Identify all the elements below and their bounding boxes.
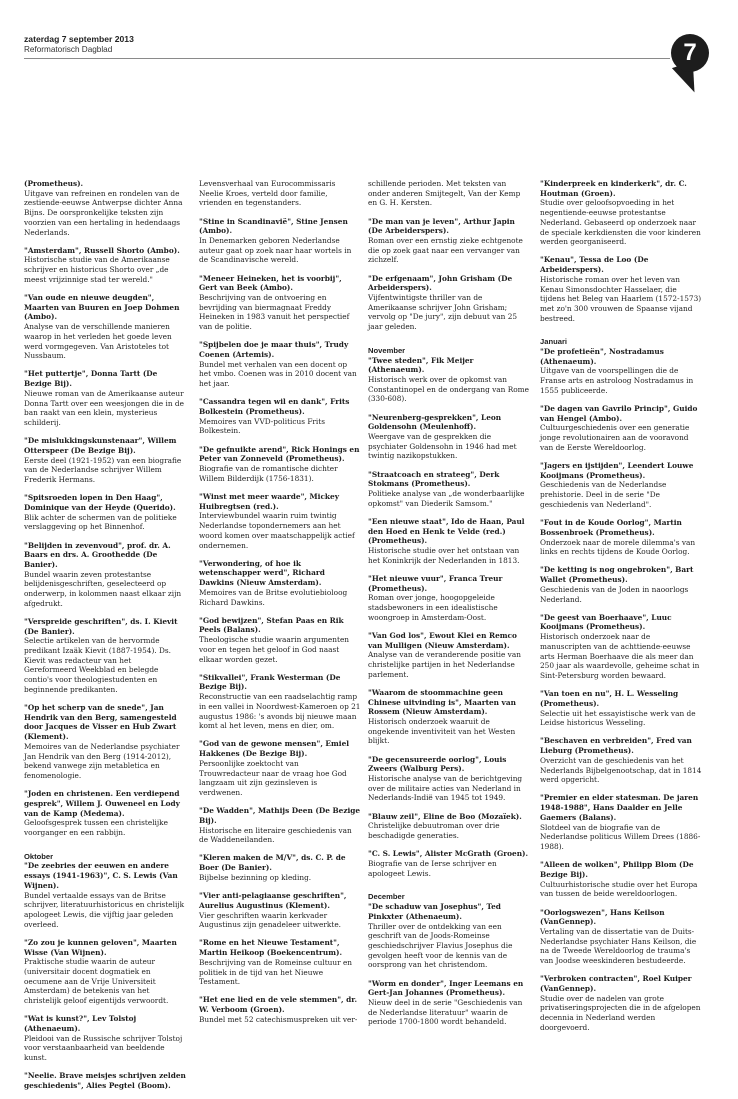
book-entry [540, 974, 702, 1032]
book-entry [540, 461, 702, 510]
book-title-author: "Verbroken contracten", Roel Kuiper (VanGennep). [540, 974, 692, 993]
book-title-author: "Cassandra tegen wil en dank", Frits Bolkestein (Prometheus). [199, 397, 350, 417]
book-description: Analyse van de veranderende positie van christelijke partijen in het Nederlandse parlement. [368, 650, 521, 679]
book-description: Onderzoek naar de morele dilemma's van links en rechts tijdens de Koude Oorlog. [540, 537, 696, 557]
book-entry [368, 979, 530, 1028]
book-description: Pleidooi van de Russische schrijver Tolstoj voor verstaanbaarheid van beeldende kunst. [24, 1033, 183, 1063]
book-title-author: "De Wadden", Mathijs Deen (De Bezige Bij). [199, 806, 361, 825]
month-heading: Oktober [24, 851, 54, 861]
book-description: Uitgave van de voorspellingen die de Franse arts en astroloog Nostradamus in 1555 publiceerde. [540, 366, 694, 395]
month-heading: December [368, 892, 405, 902]
book-entry [199, 179, 361, 208]
book-description: Vertaling van de dissertatie van de Duits-Nederlandse psychiater Hans Keilson, die na de Tweede Wereldoorlog de trauma's van Joodse weeskinderen bestudeerde. [540, 926, 697, 966]
book-description: Geloofsgesprek tussen een christelijke voorganger en een rabbijn. [24, 818, 168, 837]
book-title-author: "Kenau", Tessa de Loo (De Arbeiderspers). [540, 255, 649, 275]
issue-date: zaterdag 7 september 2013 [24, 34, 134, 44]
book-description: Uitgave van refreinen en rondelen van de zestiende-eeuwse Antwerpse dichter Anna Bijns. De oorspronkelijke teksten zijn voorzien van een hertaling in hedendaags Nederlands. [24, 188, 183, 237]
book-title-author: "Beschaven en verbreiden", Fred van Lieburg (Prometheus). [540, 736, 692, 756]
book-title-author: "De geest van Boerhaave", Luuc Kooijmans (Prometheus). [540, 612, 672, 632]
book-entry [199, 739, 361, 797]
book-entry [24, 617, 186, 695]
book-title-author: "Oorlogswezen", Hans Keilson (VanGennep). [540, 907, 665, 927]
book-entry [24, 703, 186, 781]
book-title-author: "Stikvallei", Frank Westerman (De Bezige Bij). [199, 672, 341, 692]
book-title-author: "God bewijzen", Stefan Paas en Rik Peels (Balans). [199, 615, 344, 635]
book-description: Memoires van VVD-politicus Frits Bolkestein. [199, 416, 326, 436]
column-3 [368, 179, 530, 1036]
book-entry [24, 861, 186, 929]
book-entry [199, 995, 361, 1024]
book-entry [199, 397, 361, 436]
book-description: Praktische studie waarin de auteur (universitair docent dogmatiek en oecumene aan de Vrije Universiteit Amsterdam) de betekenis van het christelijk geloof eigentijds verwoordt. [24, 957, 169, 1006]
book-title-author: "Neurenberg-gesprekken", Leon Goldensohn (Meulenhoff). [368, 412, 502, 432]
book-title-author: "Fout in de Koude Oorlog", Martin Bossenbroek (Prometheus). [540, 518, 682, 537]
book-title-author: "Jagers en ijstijden", Leendert Louwe Kooijmans (Prometheus). [540, 461, 694, 480]
book-description: Historische studie over het ontstaan van het Koninkrijk der Nederlanden in 1813. [368, 546, 520, 565]
book-description: Geschiedenis van de Joden in naoorlogs Nederland. [540, 584, 689, 604]
book-title-author: "De erfgenaam", John Grisham (De Arbeiderspers). [368, 273, 513, 293]
book-title-author: "De gefnuikte arend", Rick Honings en Peter van Zonneveld (Prometheus). [199, 444, 360, 464]
book-description: Memoires van de Britse evolutiebioloog Richard Dawkins. [199, 587, 348, 607]
book-entry [540, 404, 702, 453]
book-entry [540, 565, 702, 604]
book-entry [540, 179, 702, 247]
book-description: Theologische studie waarin argumenten voor en tegen het geloof in God naast elkaar worden gezet. [199, 635, 350, 664]
book-entry [540, 689, 702, 728]
column-4 [540, 179, 702, 1041]
book-entry [199, 340, 361, 389]
book-description: In Denemarken geboren Nederlandse auteur gaat op zoek naar haar wortels in de Scandinavische wereld. [199, 236, 352, 265]
book-entry [540, 255, 702, 323]
masthead [24, 34, 714, 94]
month-heading: November [368, 345, 406, 355]
book-entry [24, 938, 186, 1006]
book-entry [540, 860, 702, 899]
book-entry [199, 274, 361, 332]
book-entry [540, 613, 702, 681]
book-title-author: "Meneer Heineken, het is voorbij", Gert van Beek (Ambo). [199, 273, 342, 293]
book-title-author: "Op het scherp van de snede", Jan Hendrik van den Berg, samengesteld door Jacques de Visser en Hub Zwart (Klement). [24, 703, 177, 742]
book-entry [24, 493, 186, 532]
book-description: Nieuw deel in de serie "Geschiedenis van de Nederlandse literatuur" waarin de periode 1700-1800 wordt behandeld. [368, 997, 523, 1027]
book-description: Blik achter de schermen van de politieke verslaggeving op het Binnenhof. [24, 512, 177, 532]
book-title-author: "Van oude en nieuwe deugden", Maarten van Buuren en Joep Dohmen (Ambo). [24, 293, 180, 322]
book-description: Eerste deel (1921-1952) van een biografie van de Nederlandse schrijver Willem Frederik Hermans. [24, 455, 182, 484]
month-heading: Januari [540, 337, 568, 347]
book-title-author: "De man van je leven", Arthur Japin (De Arbeiderspers). [368, 216, 515, 236]
book-description: Thriller over de ontdekking van een geschrift van de Joods-Romeinse geschiedschrijver Flavius Josephus die gevolgen heeft voor de kennis van de oorsprong van het christendom. [368, 921, 513, 970]
book-title-author: "Spijbelen doe je maar thuis", Trudy Coenen (Artemis). [199, 340, 349, 360]
book-description: Politieke analyse van „de wonderbaarlijke opkomst" van Diederik Samsom." [368, 488, 525, 508]
book-title-author: "De ketting is nog ongebroken", Bart Wallet (Prometheus). [540, 565, 694, 585]
book-title-author: "Het ene lied en de vele stemmen", dr. W. Verboom (Groen). [199, 995, 358, 1015]
book-entry [199, 673, 361, 731]
book-title-author: "Amsterdam", Russell Shorto (Ambo). [24, 245, 180, 255]
book-description: Selectie uit het essayistische werk van de Leidse historicus Wesseling. [540, 708, 696, 728]
book-description: Cultuurhistorische studie over het Europa van tussen de beide wereldoorlogen. [540, 879, 698, 899]
book-title-author: "Winst met meer waarde", Mickey Huibregtsen (red.). [199, 491, 339, 511]
book-title-author: "Waarom de stoommachine geen Chinese uitvinding is", Maarten van Rossem (Nieuw Amsterdam). [368, 687, 516, 717]
book-entry [540, 347, 702, 396]
book-title-author: "De mislukkingskunstenaar", Willem Otterspeer (De Bezige Bij). [24, 436, 177, 455]
book-entry [199, 217, 361, 266]
book-description: Historische en literaire geschiedenis van de Waddeneilanden. [199, 825, 352, 845]
book-title-author: "Spitsroeden lopen in Den Haag", Dominique van der Heyde (Querido). [24, 493, 176, 512]
book-description: Persoonlijke zoektocht van Trouwredacteur naar de vraag hoe God langzaam uit zijn gezinsleven is verdwenen. [199, 758, 347, 797]
book-description: Historisch onderzoek naar de manuscripten van de achttiende-eeuwse arts Herman Boerhaave die als meer dan 250 jaar als waardevolle, geheime schat in Sint-Petersburg worden bewaard. [540, 632, 700, 680]
book-description: Overzicht van de geschiedenis van het Nederlands Bijbelgenootschap, dat in 1814 werd opgericht. [540, 755, 702, 785]
book-description: Selectie artikelen van de hervormde predikant Izaäk Kievit (1887-1954). Ds. Kievit was redacteur van het Gereformeerd Weekblad en belegde contio's voor theologiestudenten en beginnende predikanten. [24, 636, 171, 694]
book-title-author: "Kleren maken de M/V", ds. C. P. de Boer (De Banier). [199, 853, 346, 873]
book-title-author: "De gecensureerde oorlog", Louis Zweers (Walburg Pers). [368, 754, 507, 774]
book-entry [24, 179, 186, 237]
book-description: Interviewbundel waarin ruim twintig Nederlandse topondernemers aan het woord komen over maatschappelijk actief ondernemen. [199, 511, 355, 550]
book-description: Geschiedenis van de Nederlandse prehistorie. Deel in de serie "De geschiedenis van Nederland". [540, 480, 667, 509]
book-entry [24, 246, 186, 285]
book-description: Biografie van de romantische dichter Willem Bilderdijk (1756-1831). [199, 464, 338, 483]
book-title-author: "Kinderpreek en kinderkerk", dr. C. Houtman (Groen). [540, 179, 687, 198]
header-rule [24, 58, 670, 59]
book-entry [24, 1071, 186, 1090]
book-description: Cultuurgeschiedenis over een generatie jonge revolutionairen aan de vooravond van de Eerste Wereldoorlog. [540, 423, 690, 452]
book-description: Bundel waarin zeven protestantse belijdenisgeschriften, geselecteerd op onderwerp, in kolommen naast elkaar zijn afgedrukt. [24, 569, 182, 608]
book-entry [368, 356, 530, 405]
book-title-author: "Neelie. Brave meisjes schrijven zelden geschiedenis", Alies Pegtel (Boom). [24, 1071, 186, 1090]
book-entry [199, 492, 361, 550]
book-title-author: "Een nieuwe staat", Ido de Haan, Paul den Hoed en Henk te Velde (red.) (Prometheus). [368, 516, 525, 546]
book-entry [368, 517, 530, 566]
book-description: Historisch werk over de opkomst van Constantinopel en de ondergang van Rome (330-608). [368, 374, 529, 404]
book-title-author: "De schaduw van Josephus", Ted Pinkxter (Athenaeum). [368, 902, 501, 921]
book-description: Beschrijving van de ontvoering en bevrijding van biermagnaat Freddy Heineken in 1983 vanuit het perspectief van de politie. [199, 293, 350, 332]
book-entry [199, 559, 361, 608]
book-description: Biografie van de Ierse schrijver en apologeet Lewis. [368, 858, 497, 878]
column-2 [199, 179, 361, 1033]
newspaper-name: Reformatorisch Dagblad [24, 45, 113, 54]
book-title-author: "Joden en christenen. Een verdiepend gesprek", Willem J. Ouweneel en Lody van de Kamp (Medema). [24, 789, 180, 818]
book-title-author: "Van God los", Ewout Klei en Remco van Mulligen (Nieuw Amsterdam). [368, 630, 517, 650]
book-entry [368, 217, 530, 266]
page-number-badge: 7 [671, 34, 709, 72]
book-title-author: "Rome en het Nieuwe Testament", Martin Heikoop (Boekencentrum). [199, 938, 343, 958]
book-title-author: "Premier en elder statesman. De jaren 1948-1988", Hans Daalder en Jelle Gaemers (Balans). [540, 793, 699, 822]
book-description: Vier geschriften waarin kerkvader Augustinus zijn genadeleer uitwerkte. [199, 910, 341, 930]
book-entry [24, 541, 186, 609]
book-title-author: "Vier anti-pelagiaanse geschriften", Aurelius Augustinus (Klement). [199, 891, 347, 910]
book-entry [24, 369, 186, 427]
book-entry [368, 179, 530, 208]
book-description: Roman over een ernstig zieke echtgenote die op zoek gaat naar een vervanger van zichzelf. [368, 236, 523, 265]
book-description: schillende perioden. Met teksten van onder anderen Smijtegelt, Van der Kemp en G. H. Kersten. [368, 179, 521, 208]
book-title-author: "Belijden in zevenvoud", prof. dr. A. Baars en drs. A. Groothedde (De Banier). [24, 540, 171, 569]
book-description: Bundel vertaalde essays van de Britse schrijver, literatuurhistoricus en christelijk apologeet Lewis, die vijftig jaar geleden overleed. [24, 890, 185, 929]
book-title-author: "Verwondering, of hoe ik wetenschapper werd", Richard Dawkins (Nieuw Amsterdam). [199, 558, 325, 588]
book-description: Historische analyse van de berichtgeving over de militaire acties van Nederland in Nederlands-Indië van 1945 tot 1949. [368, 774, 523, 803]
book-title-author: "De profetieën", Nostradamus (Athenaeum). [540, 347, 664, 366]
book-entry [368, 470, 530, 509]
book-entry [368, 574, 530, 623]
book-title-author: "Zo zou je kunnen geloven", Maarten Wisse (Van Wijnen). [24, 937, 177, 957]
book-title-author: "De zeebries der eeuwen en andere essays (1941-1963)", C. S. Lewis (Van Wijnen). [24, 861, 178, 890]
book-title-author: "Straatcoach en strateeg", Derk Stokmans (Prometheus). [368, 469, 500, 489]
book-description: Studie over geloofsopvoeding in het negentiende-eeuwse protestantse Nederland. Gebaseerd op onderzoek naar de speciale kerkdiensten die voor kinderen werden georganiseerd. [540, 198, 701, 247]
book-description: Studie over de nadelen van grote privatiseringsprojecten die in de afgelopen decennia in Nederland werden doorgevoerd. [540, 993, 701, 1032]
book-title-author: "Blauw zeil", Eline de Boo (Mozaïek). [368, 811, 522, 821]
book-description: Analyse van de verschillende manieren waarop in het verleden het goede leven werd vormgegeven. Van Aristoteles tot Nussbaum. [24, 322, 172, 361]
book-entry [540, 793, 702, 851]
book-description: Bijbelse bezinning op kleding. [199, 872, 312, 882]
book-entry [368, 413, 530, 462]
book-description: Vijfentwintigste thriller van de Amerikaanse schrijver John Grisham; vervolg op "De jury", zijn debuut van 25 jaar geleden. [368, 293, 518, 332]
book-entry [199, 806, 361, 845]
book-description: Historisch onderzoek waaruit de ongekende inventiviteit van het Westen blijkt. [368, 717, 516, 746]
book-description: Roman over jonge, hoogopgeleide stadsbewoners in een idealistische woongroep in Amsterdam-Oost. [368, 593, 498, 622]
book-title-author: "Het nieuwe vuur", Franca Treur (Prometheus). [368, 573, 503, 593]
book-title-author: "Wat is kunst?", Lev Tolstoj (Athenaeum). [24, 1014, 137, 1033]
book-entry [540, 736, 702, 785]
book-description: Bundel met verhalen van een docent op het vmbo. Coenen was in 2010 docent van het jaar. [199, 359, 357, 389]
book-entry [199, 891, 361, 930]
book-title-author: "C. S. Lewis", Alister McGrath (Groen). [368, 849, 529, 859]
book-title-author: "Van toen en nu", H. L. Wesseling (Prometheus). [540, 689, 679, 708]
book-description: Nieuwe roman van de Amerikaanse auteur Donna Tartt over een weesjongen die in de ban raakt van een klein, mysterieus schilderij. [24, 388, 184, 427]
book-entry [24, 789, 186, 838]
book-entry [199, 938, 361, 987]
column-1 [24, 179, 186, 1099]
book-description: Bundel met 52 catechismuspreken uit ver- [199, 1014, 358, 1024]
book-description: Slotdeel van de biografie van de Nederlandse politicus Willem Drees (1886-1988). [540, 822, 701, 851]
book-description: Historische studie van de Amerikaanse schrijver en historicus Shorto over „de meest vrijzinnige stad ter wereld." [24, 255, 170, 284]
book-title-author: "Twee steden", Fik Meijer (Athenaeum). [368, 355, 474, 375]
book-entry [368, 274, 530, 332]
book-entry [24, 436, 186, 485]
book-description: Reconstructie van een raadselachtig ramp in een vallei in Noordwest-Kameroen op 21 augustus 1986: 's avonds bij nieuwe maan komt al het leven, mens en dier, om. [199, 692, 361, 731]
book-title-author: "Verspreide geschriften", ds. I. Kievit (De Banier). [24, 616, 178, 636]
book-entry [199, 445, 361, 484]
book-title-author: "God van de gewone mensen", Emiel Hakkenes (De Bezige Bij). [199, 739, 350, 759]
book-entry [368, 755, 530, 804]
book-title-author: "Worm en donder", Inger Leemans en Gert-Jan Johannes (Prometheus). [368, 978, 524, 998]
book-title-author: "Stine in Scandinavië", Stine Jensen (Ambo). [199, 216, 348, 236]
book-entry [368, 688, 530, 746]
book-description: Weergave van de gesprekken die psychiater Goldensohn in 1946 had met twintig nazikopstukken. [368, 431, 517, 461]
book-entry [368, 631, 530, 680]
book-entry [199, 616, 361, 665]
book-description: Historische roman over het leven van Kenau Simonsdochter Hasselaer, die tijdens het Beleg van Haarlem (1572-1573) met zo'n 300 vrouwen de Spaanse vijand bestreed. [540, 274, 702, 323]
book-list-columns [24, 179, 714, 1090]
book-entry [199, 853, 361, 882]
book-description: Levensverhaal van Eurocommissaris Neelie Kroes, verteld door familie, vrienden en tegenstanders. [199, 179, 336, 208]
book-title-author: (Prometheus). [24, 179, 84, 188]
book-entry [540, 908, 702, 966]
book-entry [24, 293, 186, 361]
book-description: Christelijke debuutroman over drie beschadigde generaties. [368, 821, 500, 841]
book-entry [24, 1014, 186, 1063]
book-entry [368, 849, 530, 878]
book-description: Memoires van de Nederlandse psychiater Jan Hendrik van den Berg (1914-2012), bekend vanwege zijn metabletica en fenomenologie. [24, 741, 180, 780]
book-entry [368, 812, 530, 841]
book-entry [368, 902, 530, 970]
book-entry [540, 518, 702, 557]
book-description: Beschrijving van de Romeinse cultuur en politiek in de tijd van het Nieuwe Testament. [199, 957, 353, 987]
book-title-author: "Alleen de wolken", Philipp Blom (De Bezige Bij). [540, 860, 694, 879]
book-title-author: "De dagen van Gavrilo Princip", Guido van Hengel (Ambo). [540, 404, 698, 423]
book-title-author: "Het puttertje", Donna Tartt (De Bezige Bij). [24, 369, 158, 389]
